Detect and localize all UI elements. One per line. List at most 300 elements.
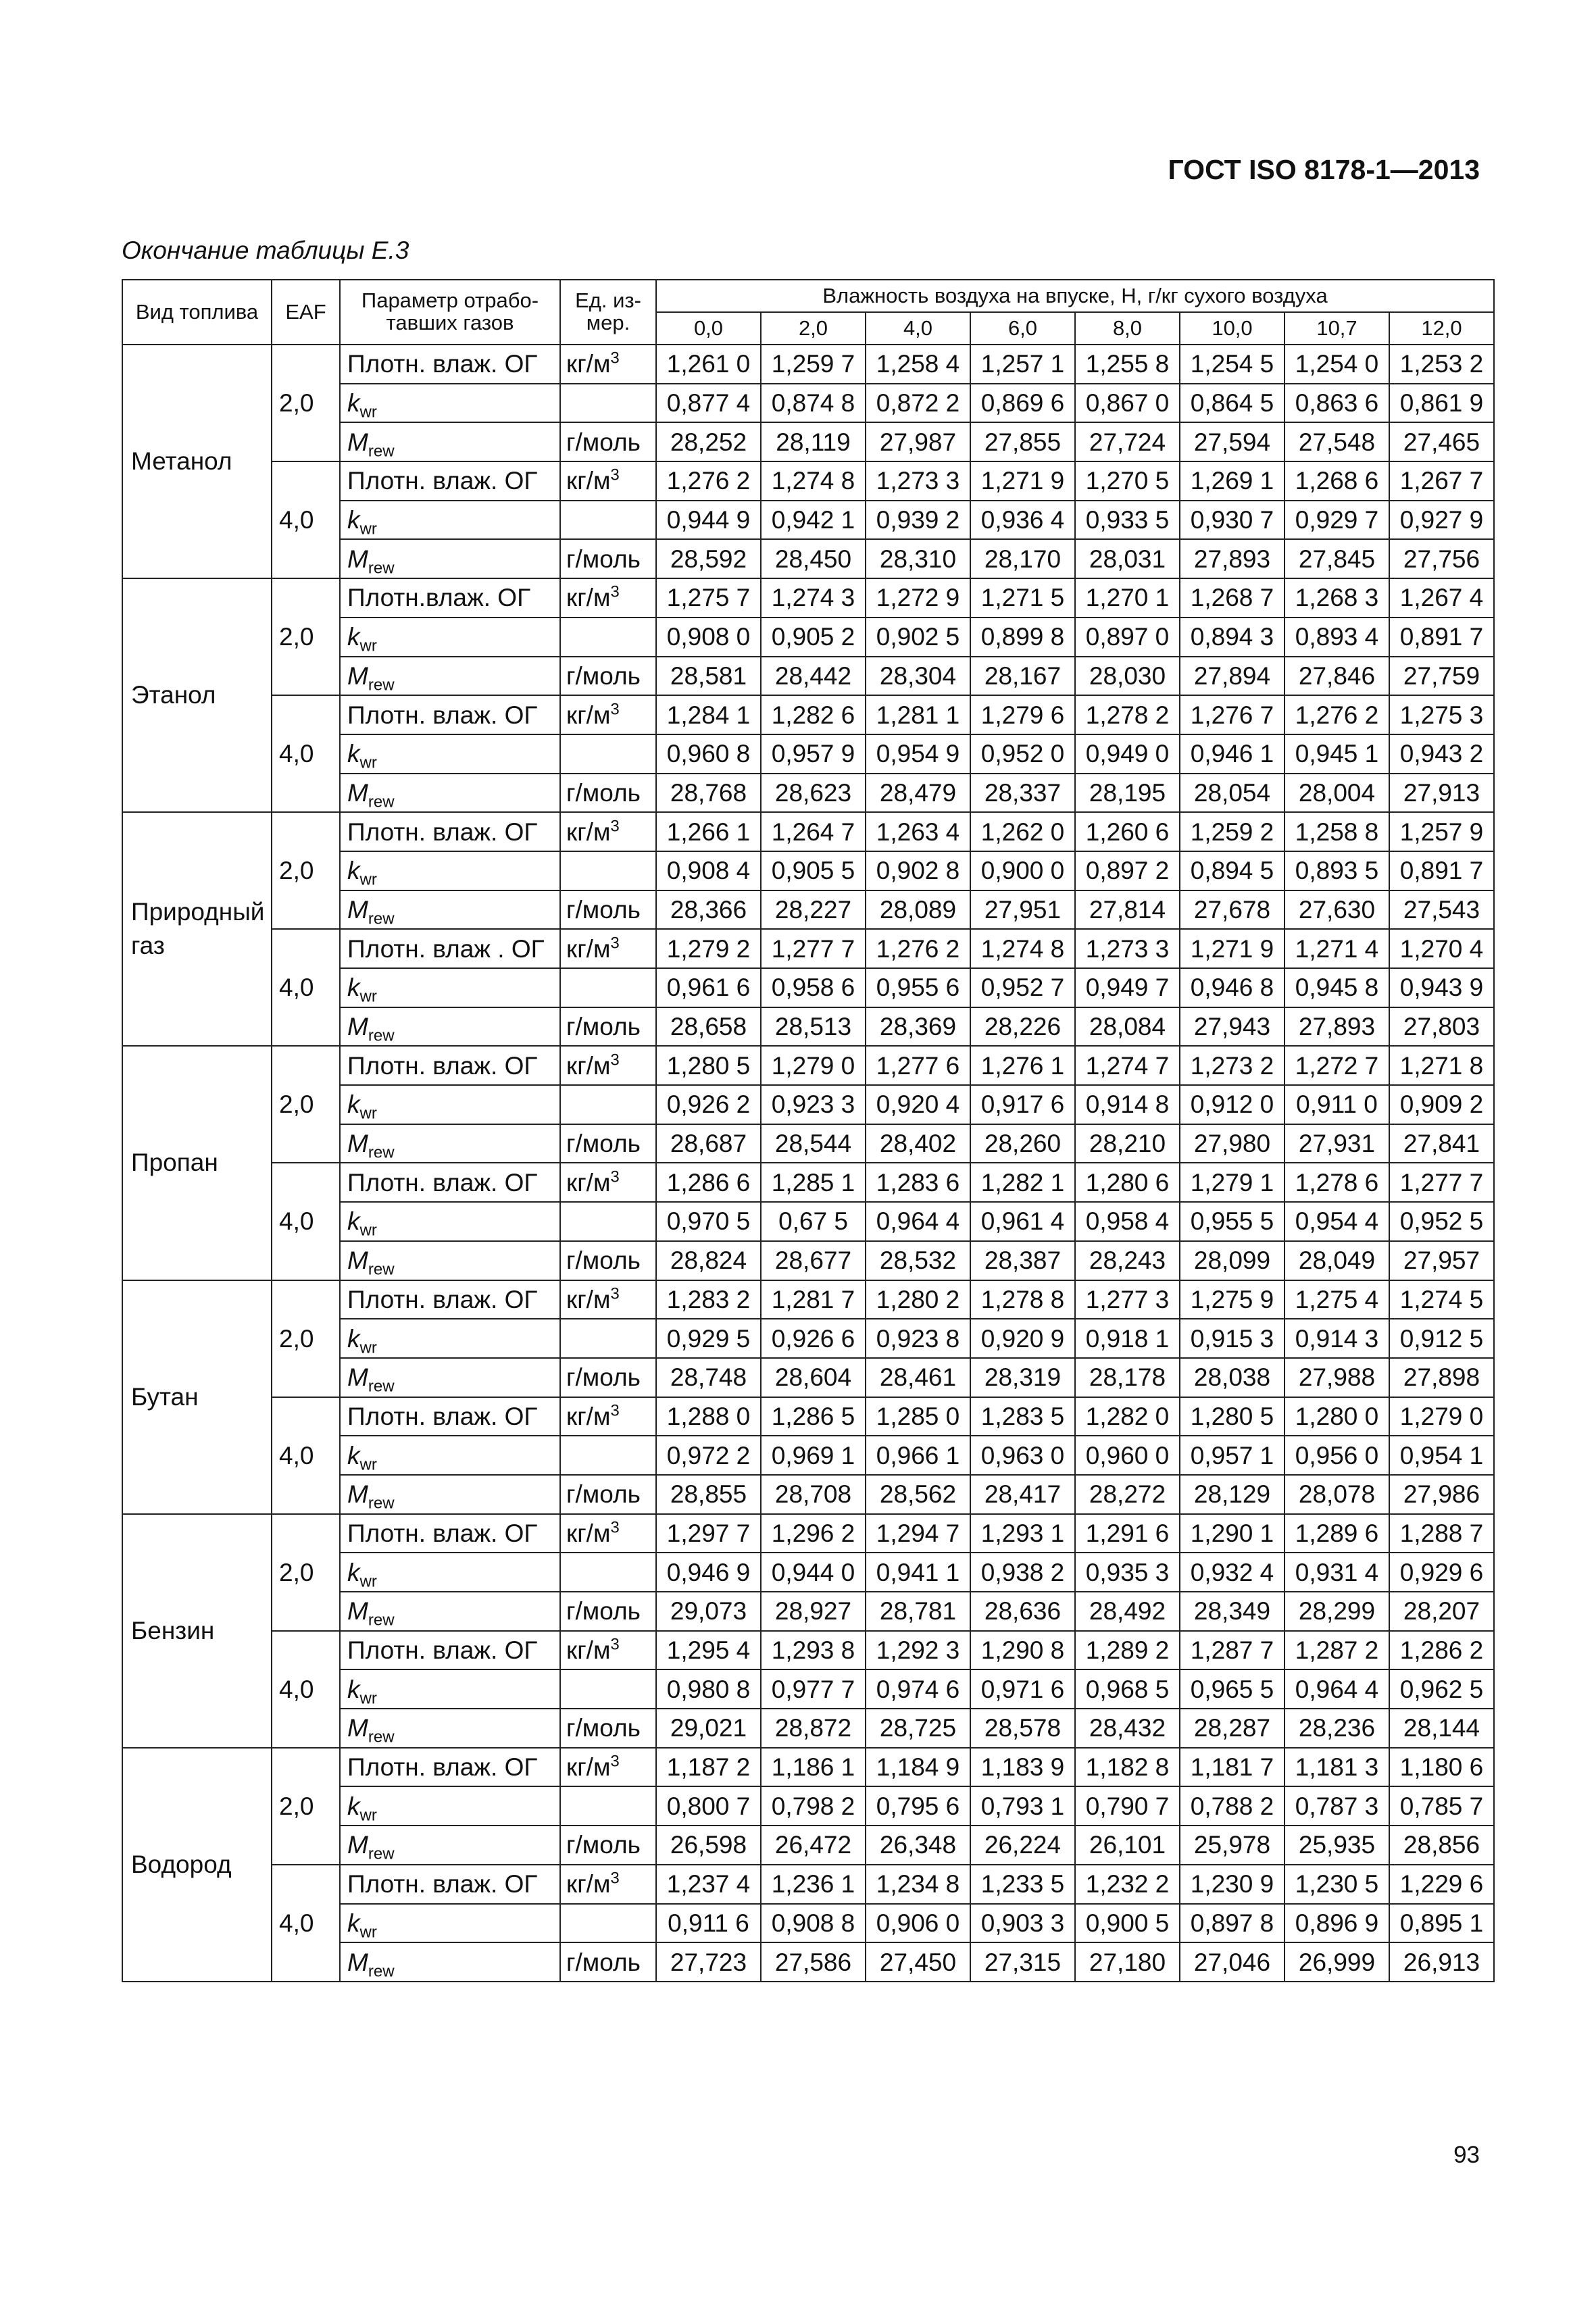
value-cell: 1,279 1: [1180, 1163, 1285, 1202]
parameter-cell: Плотн. влаж. ОГ: [340, 1163, 560, 1202]
header-fuel: Вид топлива: [122, 280, 272, 345]
value-cell: 0,957 1: [1180, 1436, 1285, 1475]
value-cell: 28,119: [761, 422, 866, 461]
value-cell: 0,954 4: [1285, 1202, 1389, 1241]
header-humidity-value: 12,0: [1389, 312, 1494, 345]
value-cell: 1,184 9: [866, 1748, 970, 1787]
table-row: [122, 1514, 1494, 1553]
value-cell: 28,195: [1075, 774, 1180, 813]
parameter-cell: $k_{wr}$: [340, 501, 560, 540]
fuel-name-cell: Метанол: [122, 345, 272, 578]
value-cell: 1,275 9: [1180, 1280, 1285, 1319]
value-cell: 0,971 6: [970, 1669, 1075, 1709]
unit-cell: г/моль: [560, 1826, 656, 1865]
parameter-cell: $k_{wr}$: [340, 1553, 560, 1592]
value-cell: 28,287: [1180, 1709, 1285, 1748]
value-cell: 0,960 8: [656, 734, 761, 774]
parameter-cell: $M_{rew}$: [340, 1592, 560, 1631]
eaf-cell: 2,0: [272, 1514, 340, 1631]
value-cell: 28,252: [656, 422, 761, 461]
value-cell: 1,266 1: [656, 812, 761, 851]
unit-cell: г/моль: [560, 1592, 656, 1631]
value-cell: 26,472: [761, 1826, 866, 1865]
eaf-cell: 4,0: [272, 929, 340, 1046]
value-cell: 1,296 2: [761, 1514, 866, 1553]
table-row: [122, 929, 1494, 968]
unit-cell: г/моль: [560, 774, 656, 813]
header-humidity: Влажность воздуха на впуске, H, г/кг сухого воздуха: [656, 280, 1494, 312]
value-cell: 1,234 8: [866, 1865, 970, 1904]
unit-cell: [560, 1553, 656, 1592]
unit-cell: $кг/м^3$: [560, 1397, 656, 1436]
parameter-cell: $k_{wr}$: [340, 1085, 560, 1124]
value-cell: 28,078: [1285, 1475, 1389, 1514]
value-cell: 27,724: [1075, 422, 1180, 461]
value-cell: 0,874 8: [761, 384, 866, 423]
value-cell: 0,897 8: [1180, 1904, 1285, 1943]
value-cell: 1,297 7: [656, 1514, 761, 1553]
header-humidity-value: 10,7: [1285, 312, 1389, 345]
parameter-cell: $M_{rew}$: [340, 1942, 560, 1982]
value-cell: 27,980: [1180, 1124, 1285, 1163]
unit-cell: [560, 501, 656, 540]
unit-cell: г/моль: [560, 890, 656, 930]
parameter-cell: $M_{rew}$: [340, 1241, 560, 1280]
value-cell: 0,788 2: [1180, 1786, 1285, 1826]
value-cell: 0,895 1: [1389, 1904, 1494, 1943]
value-cell: 0,943 9: [1389, 968, 1494, 1007]
value-cell: 0,964 4: [1285, 1669, 1389, 1709]
eaf-cell: 2,0: [272, 812, 340, 929]
value-cell: 1,233 5: [970, 1865, 1075, 1904]
header-humidity-value: 6,0: [970, 312, 1075, 345]
value-cell: 0,964 4: [866, 1202, 970, 1241]
value-cell: 1,258 4: [866, 345, 970, 384]
value-cell: 0,961 4: [970, 1202, 1075, 1241]
value-cell: 28,856: [1389, 1826, 1494, 1865]
value-cell: 0,915 3: [1180, 1319, 1285, 1358]
value-cell: 1,282 0: [1075, 1397, 1180, 1436]
eaf-cell: 2,0: [272, 1748, 340, 1865]
parameter-cell: $k_{wr}$: [340, 1202, 560, 1241]
unit-cell: г/моль: [560, 1007, 656, 1047]
value-cell: 0,946 1: [1180, 734, 1285, 774]
value-cell: 0,785 7: [1389, 1786, 1494, 1826]
value-cell: 28,004: [1285, 774, 1389, 813]
parameter-cell: $M_{rew}$: [340, 1358, 560, 1397]
eaf-cell: 2,0: [272, 1280, 340, 1397]
value-cell: 0,864 5: [1180, 384, 1285, 423]
value-cell: 0,863 6: [1285, 384, 1389, 423]
value-cell: 0,891 7: [1389, 618, 1494, 657]
value-cell: 0,908 8: [761, 1904, 866, 1943]
value-cell: 1,270 1: [1075, 578, 1180, 618]
unit-cell: [560, 1085, 656, 1124]
fuel-name-cell: Бутан: [122, 1280, 272, 1514]
value-cell: 0,798 2: [761, 1786, 866, 1826]
value-cell: 1,254 0: [1285, 345, 1389, 384]
unit-cell: $кг/м^3$: [560, 578, 656, 618]
header-humidity-value: 2,0: [761, 312, 866, 345]
value-cell: 27,586: [761, 1942, 866, 1982]
unit-cell: г/моль: [560, 1942, 656, 1982]
value-cell: 1,276 2: [656, 461, 761, 501]
value-cell: 27,894: [1180, 657, 1285, 696]
parameter-cell: Плотн. влаж. ОГ: [340, 1514, 560, 1553]
value-cell: 1,293 8: [761, 1631, 866, 1670]
value-cell: 28,562: [866, 1475, 970, 1514]
value-cell: 1,281 1: [866, 695, 970, 734]
value-cell: 1,229 6: [1389, 1865, 1494, 1904]
value-cell: 1,289 6: [1285, 1514, 1389, 1553]
value-cell: 28,366: [656, 890, 761, 930]
parameter-cell: $k_{wr}$: [340, 1319, 560, 1358]
parameter-cell: $k_{wr}$: [340, 1436, 560, 1475]
value-cell: 1,283 6: [866, 1163, 970, 1202]
value-cell: 1,292 3: [866, 1631, 970, 1670]
value-cell: 0,905 5: [761, 851, 866, 890]
value-cell: 1,271 4: [1285, 929, 1389, 968]
value-cell: 27,630: [1285, 890, 1389, 930]
value-cell: 1,276 2: [866, 929, 970, 968]
unit-cell: $кг/м^3$: [560, 1046, 656, 1085]
unit-cell: $кг/м^3$: [560, 1631, 656, 1670]
unit-cell: [560, 1202, 656, 1241]
value-cell: 1,183 9: [970, 1748, 1075, 1787]
value-cell: 1,290 1: [1180, 1514, 1285, 1553]
value-cell: 27,803: [1389, 1007, 1494, 1047]
value-cell: 0,793 1: [970, 1786, 1075, 1826]
header-humidity-value: 8,0: [1075, 312, 1180, 345]
value-cell: 28,532: [866, 1241, 970, 1280]
value-cell: 27,855: [970, 422, 1075, 461]
unit-cell: [560, 734, 656, 774]
value-cell: 27,943: [1180, 1007, 1285, 1047]
value-cell: 28,089: [866, 890, 970, 930]
value-cell: 28,319: [970, 1358, 1075, 1397]
value-cell: 28,824: [656, 1241, 761, 1280]
value-cell: 0,974 6: [866, 1669, 970, 1709]
value-cell: 0,969 1: [761, 1436, 866, 1475]
value-cell: 28,226: [970, 1007, 1075, 1047]
value-cell: 27,951: [970, 890, 1075, 930]
value-cell: 0,958 4: [1075, 1202, 1180, 1241]
value-cell: 0,980 8: [656, 1669, 761, 1709]
value-cell: 1,279 0: [761, 1046, 866, 1085]
value-cell: 28,084: [1075, 1007, 1180, 1047]
value-cell: 0,909 2: [1389, 1085, 1494, 1124]
value-cell: 0,960 0: [1075, 1436, 1180, 1475]
value-cell: 1,182 8: [1075, 1748, 1180, 1787]
header-parameter: Параметр отрабо-тавших газов: [340, 280, 560, 345]
value-cell: 1,289 2: [1075, 1631, 1180, 1670]
value-cell: 0,861 9: [1389, 384, 1494, 423]
value-cell: 1,257 1: [970, 345, 1075, 384]
value-cell: 1,232 2: [1075, 1865, 1180, 1904]
unit-cell: г/моль: [560, 657, 656, 696]
value-cell: 0,926 2: [656, 1085, 761, 1124]
eaf-cell: 4,0: [272, 695, 340, 812]
value-cell: 1,180 6: [1389, 1748, 1494, 1787]
value-cell: 1,274 8: [761, 461, 866, 501]
table-row: [122, 1865, 1494, 1904]
value-cell: 1,237 4: [656, 1865, 761, 1904]
parameter-cell: $M_{rew}$: [340, 1007, 560, 1047]
value-cell: 1,279 0: [1389, 1397, 1494, 1436]
value-cell: 1,276 2: [1285, 695, 1389, 734]
value-cell: 1,280 2: [866, 1280, 970, 1319]
value-cell: 0,931 4: [1285, 1553, 1389, 1592]
value-cell: 1,286 5: [761, 1397, 866, 1436]
value-cell: 1,268 6: [1285, 461, 1389, 501]
parameter-cell: $M_{rew}$: [340, 774, 560, 813]
unit-cell: $кг/м^3$: [560, 1163, 656, 1202]
value-cell: 1,270 4: [1389, 929, 1494, 968]
unit-cell: [560, 1786, 656, 1826]
value-cell: 1,270 5: [1075, 461, 1180, 501]
value-cell: 0,945 8: [1285, 968, 1389, 1007]
value-cell: 1,259 7: [761, 345, 866, 384]
value-cell: 0,914 8: [1075, 1085, 1180, 1124]
value-cell: 28,432: [1075, 1709, 1180, 1748]
value-cell: 27,465: [1389, 422, 1494, 461]
table-row: [122, 461, 1494, 501]
unit-cell: г/моль: [560, 1124, 656, 1163]
value-cell: 1,274 8: [970, 929, 1075, 968]
value-cell: 0,942 1: [761, 501, 866, 540]
value-cell: 1,267 7: [1389, 461, 1494, 501]
table-row: [122, 345, 1494, 384]
unit-cell: г/моль: [560, 1709, 656, 1748]
table-row: [122, 1280, 1494, 1319]
parameter-cell: $M_{rew}$: [340, 657, 560, 696]
value-cell: 1,286 2: [1389, 1631, 1494, 1670]
value-cell: 28,872: [761, 1709, 866, 1748]
value-cell: 27,913: [1389, 774, 1494, 813]
table-caption: Окончание таблицы Е.3: [122, 236, 409, 264]
value-cell: 1,273 2: [1180, 1046, 1285, 1085]
value-cell: 1,278 8: [970, 1280, 1075, 1319]
parameter-cell: Плотн. влаж . ОГ: [340, 929, 560, 968]
value-cell: 1,282 1: [970, 1163, 1075, 1202]
unit-cell: $кг/м^3$: [560, 1748, 656, 1787]
value-cell: 1,230 9: [1180, 1865, 1285, 1904]
value-cell: 0,800 7: [656, 1786, 761, 1826]
value-cell: 0,929 7: [1285, 501, 1389, 540]
value-cell: 1,287 2: [1285, 1631, 1389, 1670]
parameter-cell: $k_{wr}$: [340, 968, 560, 1007]
value-cell: 28,144: [1389, 1709, 1494, 1748]
value-cell: 1,287 7: [1180, 1631, 1285, 1670]
parameter-cell: Плотн. влаж. ОГ: [340, 1397, 560, 1436]
value-cell: 0,938 2: [970, 1553, 1075, 1592]
value-cell: 25,935: [1285, 1826, 1389, 1865]
value-cell: 28,349: [1180, 1592, 1285, 1631]
value-cell: 28,417: [970, 1475, 1075, 1514]
value-cell: 28,450: [761, 539, 866, 578]
table-row: [122, 1397, 1494, 1436]
value-cell: 1,293 1: [970, 1514, 1075, 1553]
table-row: [122, 1748, 1494, 1787]
eaf-cell: 2,0: [272, 1046, 340, 1163]
value-cell: 1,273 3: [1075, 929, 1180, 968]
value-cell: 1,284 1: [656, 695, 761, 734]
parameter-cell: $M_{rew}$: [340, 1475, 560, 1514]
eaf-cell: 4,0: [272, 1631, 340, 1748]
value-cell: 27,957: [1389, 1241, 1494, 1280]
value-cell: 1,253 2: [1389, 345, 1494, 384]
header-eaf: EAF: [272, 280, 340, 345]
value-cell: 0,927 9: [1389, 501, 1494, 540]
value-cell: 0,935 3: [1075, 1553, 1180, 1592]
value-cell: 1,281 7: [761, 1280, 866, 1319]
value-cell: 0,972 2: [656, 1436, 761, 1475]
value-cell: 1,260 6: [1075, 812, 1180, 851]
value-cell: 0,929 5: [656, 1319, 761, 1358]
value-cell: 27,986: [1389, 1475, 1494, 1514]
unit-cell: г/моль: [560, 1241, 656, 1280]
value-cell: 28,304: [866, 657, 970, 696]
value-cell: 26,598: [656, 1826, 761, 1865]
value-cell: 28,387: [970, 1241, 1075, 1280]
value-cell: 1,279 6: [970, 695, 1075, 734]
value-cell: 28,855: [656, 1475, 761, 1514]
value-cell: 27,988: [1285, 1358, 1389, 1397]
value-cell: 28,604: [761, 1358, 866, 1397]
unit-cell: г/моль: [560, 539, 656, 578]
value-cell: 0,941 1: [866, 1553, 970, 1592]
parameter-cell: $k_{wr}$: [340, 384, 560, 423]
value-cell: 1,272 7: [1285, 1046, 1389, 1085]
value-cell: 1,262 0: [970, 812, 1075, 851]
value-cell: 1,282 6: [761, 695, 866, 734]
value-cell: 0,920 9: [970, 1319, 1075, 1358]
value-cell: 0,867 0: [1075, 384, 1180, 423]
fuel-name-cell: Пропан: [122, 1046, 272, 1280]
value-cell: 0,918 1: [1075, 1319, 1180, 1358]
value-cell: 0,968 5: [1075, 1669, 1180, 1709]
value-cell: 28,677: [761, 1241, 866, 1280]
value-cell: 1,271 8: [1389, 1046, 1494, 1085]
unit-cell: [560, 618, 656, 657]
unit-cell: г/моль: [560, 1475, 656, 1514]
value-cell: 0,902 8: [866, 851, 970, 890]
value-cell: 0,869 6: [970, 384, 1075, 423]
parameter-cell: $M_{rew}$: [340, 1826, 560, 1865]
parameter-cell: Плотн.влаж. ОГ: [340, 578, 560, 618]
value-cell: 28,581: [656, 657, 761, 696]
value-cell: 1,285 0: [866, 1397, 970, 1436]
value-cell: 1,271 5: [970, 578, 1075, 618]
value-cell: 0,952 5: [1389, 1202, 1494, 1241]
value-cell: 27,723: [656, 1942, 761, 1982]
unit-cell: [560, 1436, 656, 1475]
parameter-cell: Плотн. влаж. ОГ: [340, 1631, 560, 1670]
value-cell: 0,929 6: [1389, 1553, 1494, 1592]
value-cell: 1,261 0: [656, 345, 761, 384]
value-cell: 0,955 6: [866, 968, 970, 1007]
value-cell: 1,275 4: [1285, 1280, 1389, 1319]
header-humidity-value: 0,0: [656, 312, 761, 345]
value-cell: 1,277 7: [761, 929, 866, 968]
value-cell: 0,965 5: [1180, 1669, 1285, 1709]
value-cell: 0,905 2: [761, 618, 866, 657]
value-cell: 28,210: [1075, 1124, 1180, 1163]
parameter-cell: $M_{rew}$: [340, 1709, 560, 1748]
value-cell: 0,923 3: [761, 1085, 866, 1124]
parameter-cell: $k_{wr}$: [340, 1904, 560, 1943]
unit-cell: [560, 1669, 656, 1709]
value-cell: 0,932 4: [1180, 1553, 1285, 1592]
value-cell: 27,678: [1180, 890, 1285, 930]
value-cell: 1,286 6: [656, 1163, 761, 1202]
value-cell: 1,276 7: [1180, 695, 1285, 734]
value-cell: 26,913: [1389, 1942, 1494, 1982]
value-cell: 28,170: [970, 539, 1075, 578]
value-cell: 28,402: [866, 1124, 970, 1163]
value-cell: 26,224: [970, 1826, 1075, 1865]
value-cell: 1,269 1: [1180, 461, 1285, 501]
unit-cell: $кг/м^3$: [560, 812, 656, 851]
parameter-cell: $M_{rew}$: [340, 422, 560, 461]
value-cell: 1,258 8: [1285, 812, 1389, 851]
value-cell: 1,272 9: [866, 578, 970, 618]
unit-cell: $кг/м^3$: [560, 1280, 656, 1319]
unit-cell: $кг/м^3$: [560, 929, 656, 968]
value-cell: 28,544: [761, 1124, 866, 1163]
value-cell: 0,912 0: [1180, 1085, 1285, 1124]
value-cell: 0,954 9: [866, 734, 970, 774]
eaf-cell: 2,0: [272, 578, 340, 695]
parameter-cell: Плотн. влаж. ОГ: [340, 1748, 560, 1787]
value-cell: 0,900 0: [970, 851, 1075, 890]
value-cell: 0,961 6: [656, 968, 761, 1007]
value-cell: 28,299: [1285, 1592, 1389, 1631]
parameter-cell: $k_{wr}$: [340, 1786, 560, 1826]
unit-cell: [560, 1319, 656, 1358]
value-cell: 27,180: [1075, 1942, 1180, 1982]
value-cell: 0,790 7: [1075, 1786, 1180, 1826]
value-cell: 0,946 8: [1180, 968, 1285, 1007]
value-cell: 1,254 5: [1180, 345, 1285, 384]
value-cell: 28,592: [656, 539, 761, 578]
eaf-cell: 4,0: [272, 1865, 340, 1982]
value-cell: 1,277 6: [866, 1046, 970, 1085]
value-cell: 1,283 5: [970, 1397, 1075, 1436]
value-cell: 28,038: [1180, 1358, 1285, 1397]
value-cell: 0,956 0: [1285, 1436, 1389, 1475]
value-cell: 1,271 9: [1180, 929, 1285, 968]
value-cell: 1,275 7: [656, 578, 761, 618]
value-cell: 29,021: [656, 1709, 761, 1748]
value-cell: 28,030: [1075, 657, 1180, 696]
value-cell: 0,912 5: [1389, 1319, 1494, 1358]
value-cell: 1,283 2: [656, 1280, 761, 1319]
eaf-cell: 4,0: [272, 1163, 340, 1280]
value-cell: 0,893 4: [1285, 618, 1389, 657]
value-cell: 0,954 1: [1389, 1436, 1494, 1475]
header-humidity-value: 4,0: [866, 312, 970, 345]
unit-cell: $кг/м^3$: [560, 695, 656, 734]
document-code: ГОСТ ISO 8178-1—2013: [1168, 154, 1480, 185]
value-cell: 27,548: [1285, 422, 1389, 461]
unit-cell: [560, 851, 656, 890]
value-cell: 1,274 5: [1389, 1280, 1494, 1319]
value-cell: 0,939 2: [866, 501, 970, 540]
unit-cell: [560, 968, 656, 1007]
parameter-cell: Плотн. влаж. ОГ: [340, 461, 560, 501]
value-cell: 1,277 3: [1075, 1280, 1180, 1319]
